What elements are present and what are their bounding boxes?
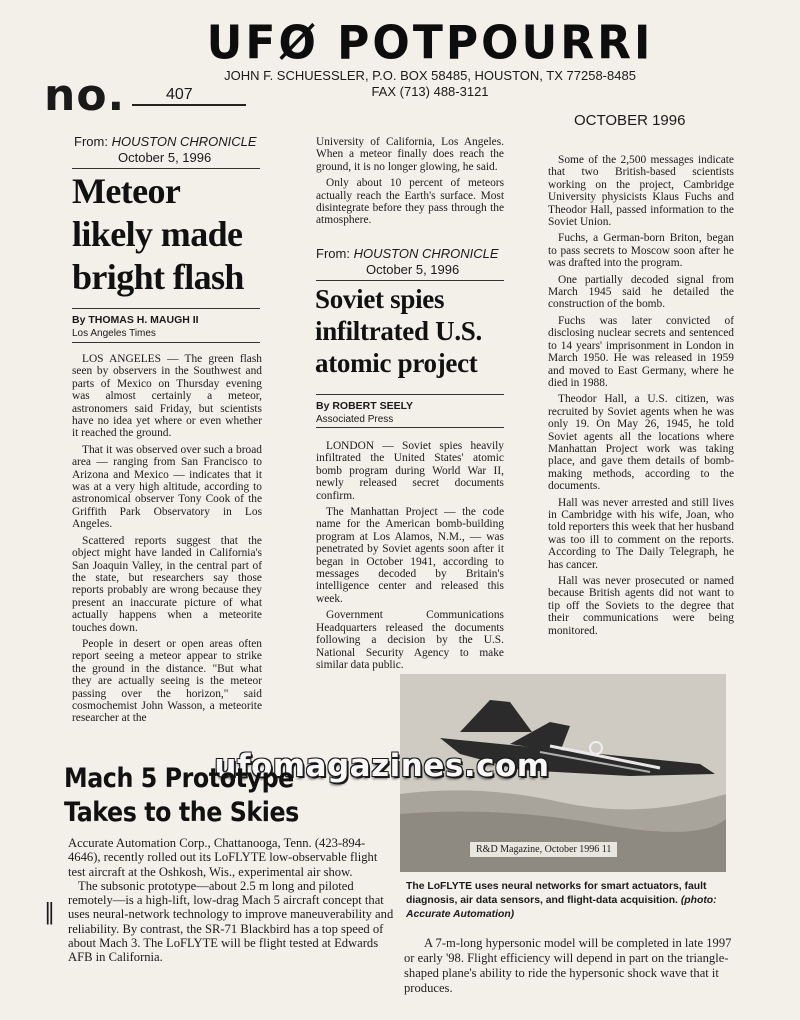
article2-author: By ROBERT SEELY <box>316 400 414 412</box>
article3-headline: Mach 5 Prototype Takes to the Skies <box>64 763 299 828</box>
article1-from-label: From: <box>74 134 108 149</box>
article2-paragraph: LONDON — Soviet spies heavily infiltrated the United States' atomic bomb program during World War II, newly released secret documents confirm. <box>316 440 504 502</box>
issue-date: OCTOBER 1996 <box>574 112 686 129</box>
article1-body <box>72 353 262 753</box>
article1-continued-paragraph: University of California, Los Angeles. When a meteor finally does reach the ground, it is no longer glowing, he said. <box>316 136 504 173</box>
article1-org: Los Angeles Times <box>72 328 156 339</box>
issue-label: no. <box>44 70 126 121</box>
article2-source <box>316 246 516 278</box>
article2-publication: HOUSTON CHRONICLE <box>353 246 499 261</box>
photo-source-credit: R&D Magazine, October 1996 11 <box>470 842 617 857</box>
article1-byline <box>72 314 262 340</box>
article1-headline: Meteor likely made bright flash <box>72 171 244 297</box>
masthead-address-block <box>210 68 650 100</box>
article2-continued <box>548 154 734 641</box>
article1-top-rule <box>72 168 260 169</box>
article2-org: Associated Press <box>316 414 394 425</box>
article1-date: October 5, 1996 <box>118 150 212 165</box>
article2-continued-paragraph: Fuchs was later convicted of disclosing nuclear secrets and sentenced to 14 years' imprisonment in London in March 1950. He was released in 1959 and moved to East Germany, where he died in 1988. <box>548 314 734 389</box>
article3-closing-paragraph: A 7-m-long hypersonic model will be completed in late 1997 or early '98. Flight efficiency will depend in part on the triangle-shaped plane's ability to ride the hypersonic shock wave that it produces. <box>404 936 732 995</box>
article2-continued-paragraph: Theodor Hall, a U.S. citizen, was recruited by Soviet agents when he was only 19. On May 26, 1945, he told Soviet agents all the locations where Manhattan Project work was taking place, and gave them details of bomb-making methods, according to the documents. <box>548 393 734 493</box>
article1-continued <box>316 136 504 231</box>
article3-paragraph: The subsonic prototype—about 2.5 m long and piloted remotely—is a high-lift, low-drag Mach 5 aircraft concept that uses neural-network technology to improve maneuverability and reliability. By contrast, the SR-71 Blackbird has a top speed of about Mach 3. The LoFLYTE will be flight tested at Edwards AFB in California. <box>68 878 394 965</box>
issue-number: 407 <box>132 86 246 106</box>
article1-paragraph: Scattered reports suggest that the object might have landed in California's San Joaquin Valley, in the central part of the state, but researchers say those reports probably are wrong because they present an inaccurate picture of what actually happens when a meteorite touches down. <box>72 534 262 634</box>
article3-body <box>68 836 394 965</box>
article2-from-label: From: <box>316 246 350 261</box>
masthead-title: UFØ POTPOURRI <box>206 16 654 71</box>
masthead-address: JOHN F. SCHUESSLER, P.O. BOX 58485, HOUSTON, TX 77258-8485 <box>224 68 636 83</box>
article1-publication: HOUSTON CHRONICLE <box>111 134 257 149</box>
photo-caption-text: The LoFLYTE uses neural networks for smart actuators, fault diagnosis, air data sensors, and flight-data acquisition. <box>406 881 707 906</box>
article3-paragraph: Accurate Automation Corp., Chattanooga, Tenn. (423-894-4646), recently rolled out its LoFLYTE low-observable flight test aircraft at the Oshkosh, Wis., experimental air show. <box>68 836 378 879</box>
article2-byline <box>316 400 506 426</box>
photo-caption <box>406 880 736 922</box>
article2-date: October 5, 1996 <box>366 262 460 277</box>
site-watermark: ufomagazines.com <box>214 748 550 784</box>
article2-top-rule <box>316 280 504 281</box>
article2-body-rule <box>316 427 504 428</box>
article1-byline-rule <box>72 308 260 309</box>
article2-byline-rule <box>316 394 504 395</box>
article2-continued-paragraph: Some of the 2,500 messages indicate that two British-based scientists working on the project, Cambridge University physicists Klaus Fuchs and Theodor Hall, passed information to the Soviet Union. <box>548 154 734 229</box>
article2-headline: Soviet spies infiltrated U.S. atomic project <box>315 284 482 378</box>
margin-mark: ‖ <box>44 900 55 925</box>
article2-body <box>316 440 504 675</box>
article2-continued-paragraph: Hall was never prosecuted or named because British agents did not want to tip off the Soviets to the degree that their communications were being monitored. <box>548 575 734 637</box>
article1-continued-paragraph: Only about 10 percent of meteors actually reach the Earth's surface. Most disintegrate before they pass through the atmosphere. <box>316 177 504 227</box>
article2-continued-paragraph: Hall was never arrested and still lives in Cambridge with his wife, Joan, who told reporters this week that her husband was too ill to comment on the reports. According to The Daily Telegraph, he has cancer. <box>548 496 734 571</box>
article1-author: By THOMAS H. MAUGH II <box>72 314 199 326</box>
article1-source <box>74 134 274 166</box>
article2-paragraph: Government Communications Headquarters released the documents following a decision by the U.S. National Security Agency to make similar data public. <box>316 609 504 671</box>
article2-continued-paragraph: Fuchs, a German-born Briton, began to pass secrets to Moscow soon after he was drafted into the program. <box>548 232 734 270</box>
article2-continued-paragraph: One partially decoded signal from March 1945 said he detailed the construction of the bomb. <box>548 273 734 311</box>
article2-paragraph: The Manhattan Project — the code name for the American bomb-building program at Los Alamos, N.M., — was penetrated by Soviet agents soon after it began in October 1941, according to messages decoded by Britain's intelligence center and released this week. <box>316 506 504 605</box>
photo-caption-credit: (photo: Accurate Automation) <box>406 895 717 920</box>
article1-paragraph: People in desert or open areas often report seeing a meteor appear to strike the ground in the distance. "But what they are actually seeing is the meteor passing over the horizon," said cosmochemist John Wasson, a meteorite researcher at the <box>72 637 262 725</box>
article1-paragraph: That it was observed over such a broad area — ranging from San Francisco to Arizona and Mexico — indicates that it was at a very high altitude, according to astronomical observer Tony Cook of the Griffith Park Observatory in Los Angeles. <box>72 443 262 531</box>
masthead-fax: FAX (713) 488-3121 <box>371 84 489 99</box>
article1-paragraph: LOS ANGELES — The green flash seen by observers in the Southwest and parts of Mexico on Thursday evening was almost certainly a meteor, astronomers said Friday, but scientists have no idea yet where or even whether it reached the ground. <box>72 353 262 440</box>
article1-body-rule <box>72 342 260 343</box>
